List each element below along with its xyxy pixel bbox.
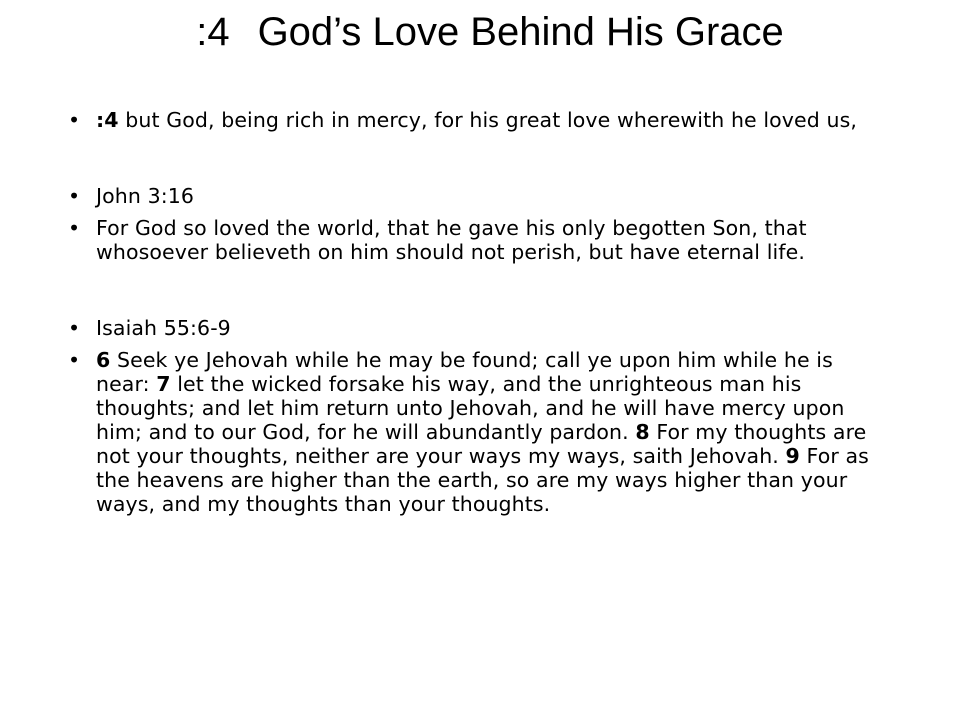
bullet-icon: • (68, 184, 81, 208)
verse-number: 9 (785, 444, 800, 468)
slide-title (60, 6, 920, 58)
bullet-item (68, 216, 888, 264)
verse-text: Seek ye Jehovah while he may be found; call ye upon him while he is near: (96, 348, 833, 396)
verse-number: 6 (96, 348, 111, 372)
bullet-text: John 3:16 (96, 184, 195, 208)
verse-number: 8 (635, 420, 650, 444)
verse-text: let the wicked forsake his way, and the unrighteous man his thoughts; and let him return unto Jehovah, and he will have mercy upon him; and to our God, for he will abundantly pardon. (96, 372, 845, 444)
bullet-item (68, 316, 888, 340)
bullet-icon: • (68, 348, 81, 372)
bullet-icon: • (68, 108, 81, 132)
verse-text: For as the heavens are higher than the earth, so are my ways higher than your ways, and my thoughts than your thoughts. (96, 444, 869, 516)
bullet-text: For God so loved the world, that he gave his only begotten Son, that whosoever believeth on him should not perish, but have eternal life. (96, 216, 807, 264)
bullet-icon: • (68, 316, 81, 340)
bullet-icon: • (68, 216, 81, 240)
verse-reference: :4 (96, 108, 119, 132)
slide-title-text: God’s Love Behind His Grace (257, 10, 784, 54)
bullet-list (68, 108, 888, 516)
verse-text: For my thoughts are not your thoughts, neither are your ways my ways, saith Jehovah. (96, 420, 867, 468)
bullet-item (68, 184, 888, 208)
bullet-item (68, 348, 888, 516)
bullet-text: Isaiah 55:6-9 (96, 316, 231, 340)
verse-number: 7 (156, 372, 171, 396)
slide-title-number: :4 (196, 10, 230, 54)
bullet-item (68, 108, 888, 132)
bullet-text: but God, being rich in mercy, for his great love wherewith he loved us, (118, 108, 857, 132)
